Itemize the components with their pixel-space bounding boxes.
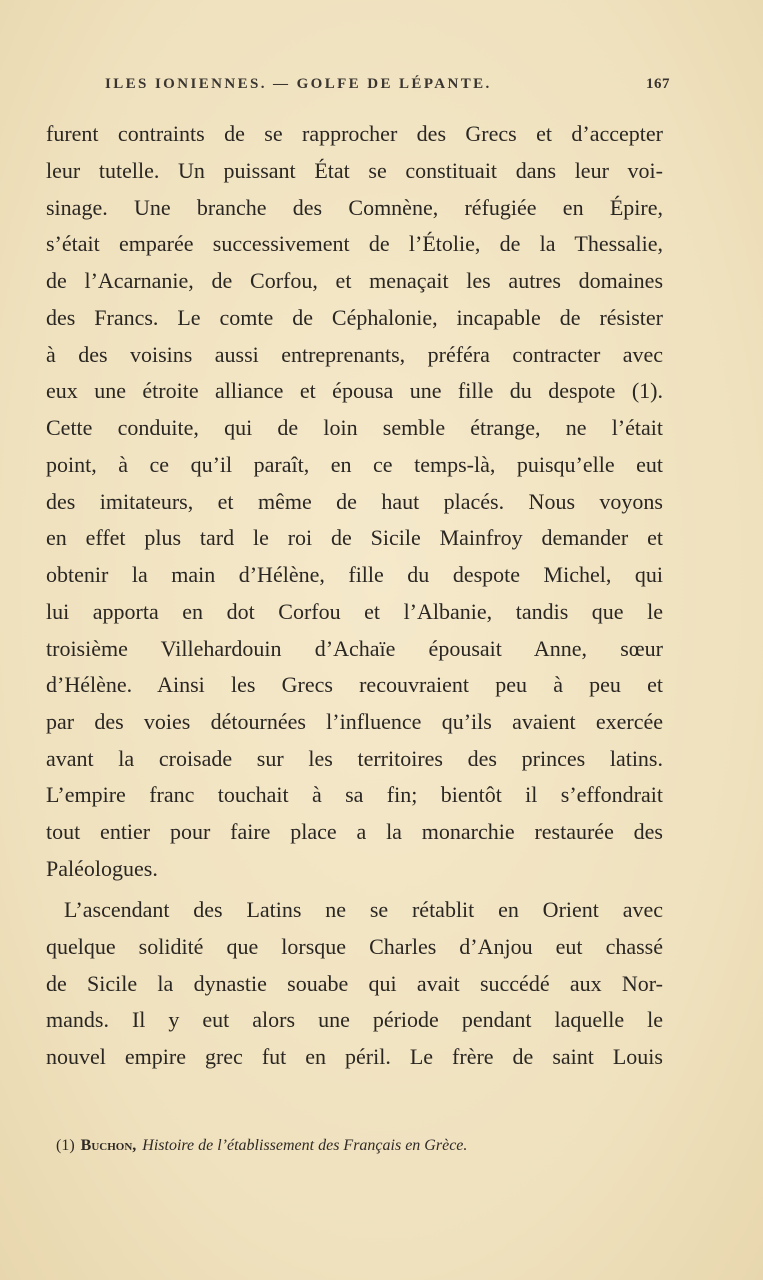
text-line: s’était emparée successivement de l’Étolie, de la Thessalie, [46, 231, 663, 256]
text-line: des Francs. Le comte de Céphalonie, incapable de résister [46, 305, 663, 330]
footnote-mark: (1) [56, 1137, 75, 1154]
text-line: eux une étroite alliance et épousa une fille du despote (1). [46, 378, 663, 403]
text-line: de Sicile la dynastie souabe qui avait succédé aux Nor- [46, 971, 663, 996]
running-title: ILES IONIENNES. — GOLFE DE LÉPANTE. [105, 76, 492, 92]
running-head [105, 76, 670, 102]
text-line: nouvel empire grec fut en péril. Le frère de saint Louis [46, 1044, 663, 1069]
text-line: des imitateurs, et même de haut placés. Nous voyons [46, 489, 663, 514]
text-line: Paléologues. [46, 856, 158, 881]
text-line: mands. Il y eut alors une période pendant laquelle le [46, 1007, 663, 1032]
text-line: obtenir la main d’Hélène, fille du despote Michel, qui [46, 562, 663, 587]
text-line: avant la croisade sur les territoires des princes latins. [46, 746, 663, 771]
footnote-author: Buchon, [80, 1137, 137, 1154]
text-line: sinage. Une branche des Comnène, réfugiée en Épire, [46, 195, 663, 220]
text-line: L’ascendant des Latins ne se rétablit en Orient avec [64, 897, 663, 922]
text-line: lui apporta en dot Corfou et l’Albanie, tandis que le [46, 599, 663, 624]
text-line: tout entier pour faire place a la monarchie restaurée des [46, 819, 663, 844]
text-line: quelque solidité que lorsque Charles d’Anjou eut chassé [46, 934, 663, 959]
text-line: par des voies détournées l’influence qu’ils avaient exercée [46, 709, 663, 734]
text-line: point, à ce qu’il paraît, en ce temps-là, puisqu’elle eut [46, 452, 663, 477]
text-line: troisième Villehardouin d’Achaïe épousait Anne, sœur [46, 636, 663, 661]
text-line: furent contraints de se rapprocher des Grecs et d’accepter [46, 121, 663, 146]
text-line: à des voisins aussi entreprenants, préféra contracter avec [46, 342, 663, 367]
text-line: d’Hélène. Ainsi les Grecs recouvraient peu à peu et [46, 672, 663, 697]
text-line: Cette conduite, qui de loin semble étrange, ne l’était [46, 415, 663, 440]
text-line: L’empire franc touchait à sa fin; bientôt il s’effondrait [46, 782, 663, 807]
page-number: 167 [646, 76, 670, 92]
footnote-work: Histoire de l’établissement des Français en Grèce. [142, 1137, 468, 1154]
text-line: leur tutelle. Un puissant État se constituait dans leur voi- [46, 158, 663, 183]
text-line: en effet plus tard le roi de Sicile Mainfroy demander et [46, 525, 663, 550]
footnote [56, 1137, 467, 1155]
text-line: de l’Acarnanie, de Corfou, et menaçait les autres domaines [46, 268, 663, 293]
